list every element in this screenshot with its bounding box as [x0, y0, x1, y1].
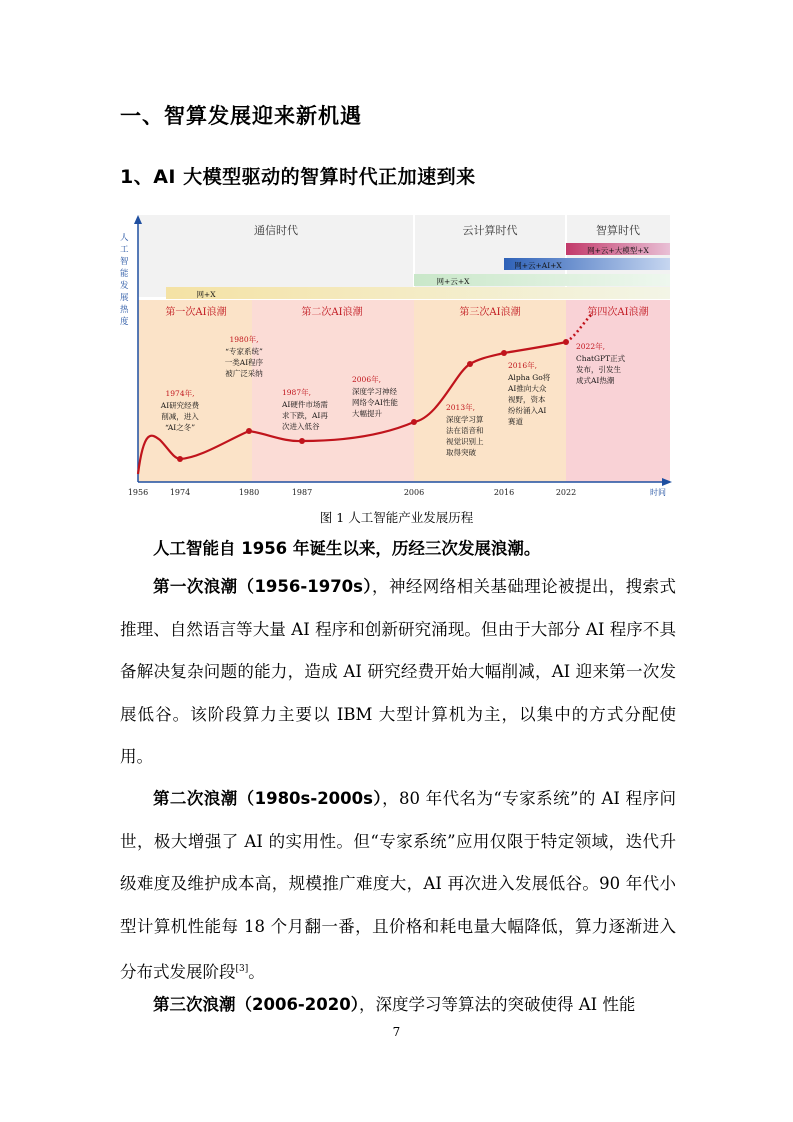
- bar-label-net-cloud-x: 网+云+X: [436, 277, 470, 286]
- svg-text:工: 工: [120, 245, 129, 255]
- svg-text:1974年,: 1974年,: [165, 389, 195, 398]
- svg-text:视野，资本: 视野，资本: [508, 395, 546, 404]
- point-1980: [246, 428, 252, 434]
- ai-development-figure: [118, 212, 678, 502]
- first-wave-title: 第一次浪潮（1956-1970s）: [153, 577, 373, 596]
- svg-text:纷纷涌入AI: 纷纷涌入AI: [508, 406, 547, 415]
- wave-3-title: 第三次AI浪潮: [459, 307, 521, 318]
- svg-text:1980年,: 1980年,: [229, 335, 259, 344]
- svg-text:2013年,: 2013年,: [446, 403, 475, 412]
- svg-text:网络令AI性能: 网络令AI性能: [352, 398, 398, 407]
- svg-text:取得突破: 取得突破: [446, 448, 476, 457]
- svg-text:AI硬件市场需: AI硬件市场需: [282, 400, 328, 409]
- reference-mark: [3]: [235, 964, 249, 974]
- lead-sentence: 人工智能自 1956 年诞生以来，历经三次发展浪潮。: [153, 539, 541, 558]
- svg-text:求下跌，AI再: 求下跌，AI再: [282, 411, 328, 420]
- bar-net-x: [166, 287, 670, 299]
- point-2006: [411, 419, 417, 425]
- svg-text:AI推向大众: AI推向大众: [508, 384, 547, 393]
- point-2016: [501, 350, 507, 356]
- year-tick-1956: 1956: [127, 488, 149, 497]
- wave-1-title: 第一次AI浪潮: [165, 307, 227, 318]
- era-label-cloud: 云计算时代: [462, 224, 518, 237]
- svg-text:展: 展: [120, 293, 129, 303]
- wave-4-title: 第四次AI浪潮: [587, 307, 649, 318]
- bar-label-net-cloud-model-x: 网+云+大模型+X: [587, 246, 649, 255]
- svg-text:Alpha Go将: Alpha Go将: [508, 373, 551, 382]
- svg-text:大幅提升: 大幅提升: [352, 409, 382, 418]
- era-label-intelligent: 智算时代: [596, 224, 640, 237]
- third-wave-title: 第三次浪潮（2006-2020）: [153, 995, 359, 1014]
- svg-text:次进入低谷: 次进入低谷: [282, 422, 320, 431]
- svg-text:深度学习神经: 深度学习神经: [352, 387, 397, 396]
- svg-text:法在语音和: 法在语音和: [446, 426, 484, 435]
- svg-text:ChatGPT正式: ChatGPT正式: [576, 354, 626, 363]
- svg-text:能: 能: [120, 269, 129, 279]
- svg-text:度: 度: [120, 317, 129, 327]
- svg-text:“专家系统”: “专家系统”: [225, 347, 263, 356]
- year-tick-2016: 2016: [493, 488, 515, 497]
- bar-label-net-x: 网+X: [196, 290, 216, 299]
- svg-text:“AI之冬”: “AI之冬”: [164, 423, 196, 432]
- wave-2-title: 第二次AI浪潮: [301, 307, 363, 318]
- second-wave-text: ，80 年代名为“专家系统”的 AI 程序问世，极大增强了 AI 的实用性。但“专家系统”应用仅限于特定领域，迭代升级难度及维护成本高，规模推广难度大，AI 再次进入发展低谷。90 年代小型计算机性能每 18 个月翻一番，且价格和耗电量大幅降低，算力逐渐进入分布式发展阶段: [120, 789, 676, 982]
- svg-text:1987年,: 1987年,: [282, 388, 311, 397]
- point-1974: [177, 456, 183, 462]
- svg-text:2022年,: 2022年,: [576, 342, 605, 351]
- x-axis-label: 时间: [650, 488, 666, 497]
- point-1987: [299, 438, 305, 444]
- point-2013: [467, 361, 473, 367]
- second-wave-title: 第二次浪潮（1980s-2000s）: [153, 789, 383, 808]
- svg-text:成式AI热潮: 成式AI热潮: [576, 376, 615, 385]
- year-tick-1987: 1987: [291, 488, 313, 497]
- point-2022: [563, 339, 569, 345]
- svg-text:赛道: 赛道: [508, 417, 523, 426]
- paragraph-second-wave: 第二次浪潮（1980s-2000s），80 年代名为“专家系统”的 AI 程序问世，极大增强了 AI 的实用性。但“专家系统”应用仅限于特定领域，迭代升级难度及维护成本高，规模推广难度大，AI 再次进入发展低谷。90 年代小型计算机性能每 18 个月翻一番，且价格和耗电量大幅降低，算力逐渐进入分布式发展阶段[3]。: [120, 789, 676, 982]
- svg-text:被广泛采纳: 被广泛采纳: [225, 369, 263, 378]
- first-wave-text: ，神经网络相关基础理论被提出，搜索式推理、自然语言等大量 AI 程序和创新研究涌现。但由于大部分 AI 程序不具备解决复杂问题的能力，造成 AI 研究经费开始大幅削减，AI 迎来第一次发展低谷。该阶段算力主要以 IBM 大型计算机为主，以集中的方式分配使用。: [120, 577, 677, 766]
- year-tick-1974: 1974: [169, 488, 191, 497]
- svg-text:发: 发: [120, 281, 129, 291]
- year-tick-1980: 1980: [238, 488, 260, 497]
- section-heading: 一、智算发展迎来新机遇: [120, 104, 362, 128]
- svg-text:热: 热: [120, 305, 129, 315]
- svg-text:发布，引发生: 发布，引发生: [576, 365, 621, 374]
- svg-text:视觉识别上: 视觉识别上: [446, 437, 484, 446]
- svg-text:2006年,: 2006年,: [352, 375, 381, 384]
- year-tick-2022: 2022: [555, 488, 577, 497]
- wave-1-background: [138, 300, 252, 482]
- svg-text:智: 智: [120, 257, 129, 267]
- svg-text:削减，进入: 削减，进入: [161, 412, 199, 421]
- svg-text:人: 人: [120, 233, 129, 243]
- svg-text:一类AI程序: 一类AI程序: [224, 358, 264, 367]
- svg-text:2016年,: 2016年,: [508, 361, 537, 370]
- page-number: 7: [392, 1025, 401, 1039]
- figure-caption: 图 1 人工智能产业发展历程: [319, 510, 474, 525]
- third-wave-text: ，深度学习等算法的突破使得 AI 性能: [358, 995, 636, 1014]
- paragraph-third-wave: [120, 984, 676, 1027]
- year-tick-2006: 2006: [403, 488, 425, 497]
- paragraph-first-wave: [120, 566, 676, 779]
- svg-text:AI研究经费: AI研究经费: [160, 401, 200, 410]
- bar-label-net-cloud-ai-x: 网+云+AI+X: [514, 261, 562, 270]
- era-label-communication: 通信时代: [254, 224, 298, 237]
- y-axis-label: [120, 232, 129, 327]
- svg-text:深度学习算: 深度学习算: [446, 415, 484, 424]
- subsection-heading: 1、AI 大模型驱动的智算时代正加速到来: [120, 166, 476, 188]
